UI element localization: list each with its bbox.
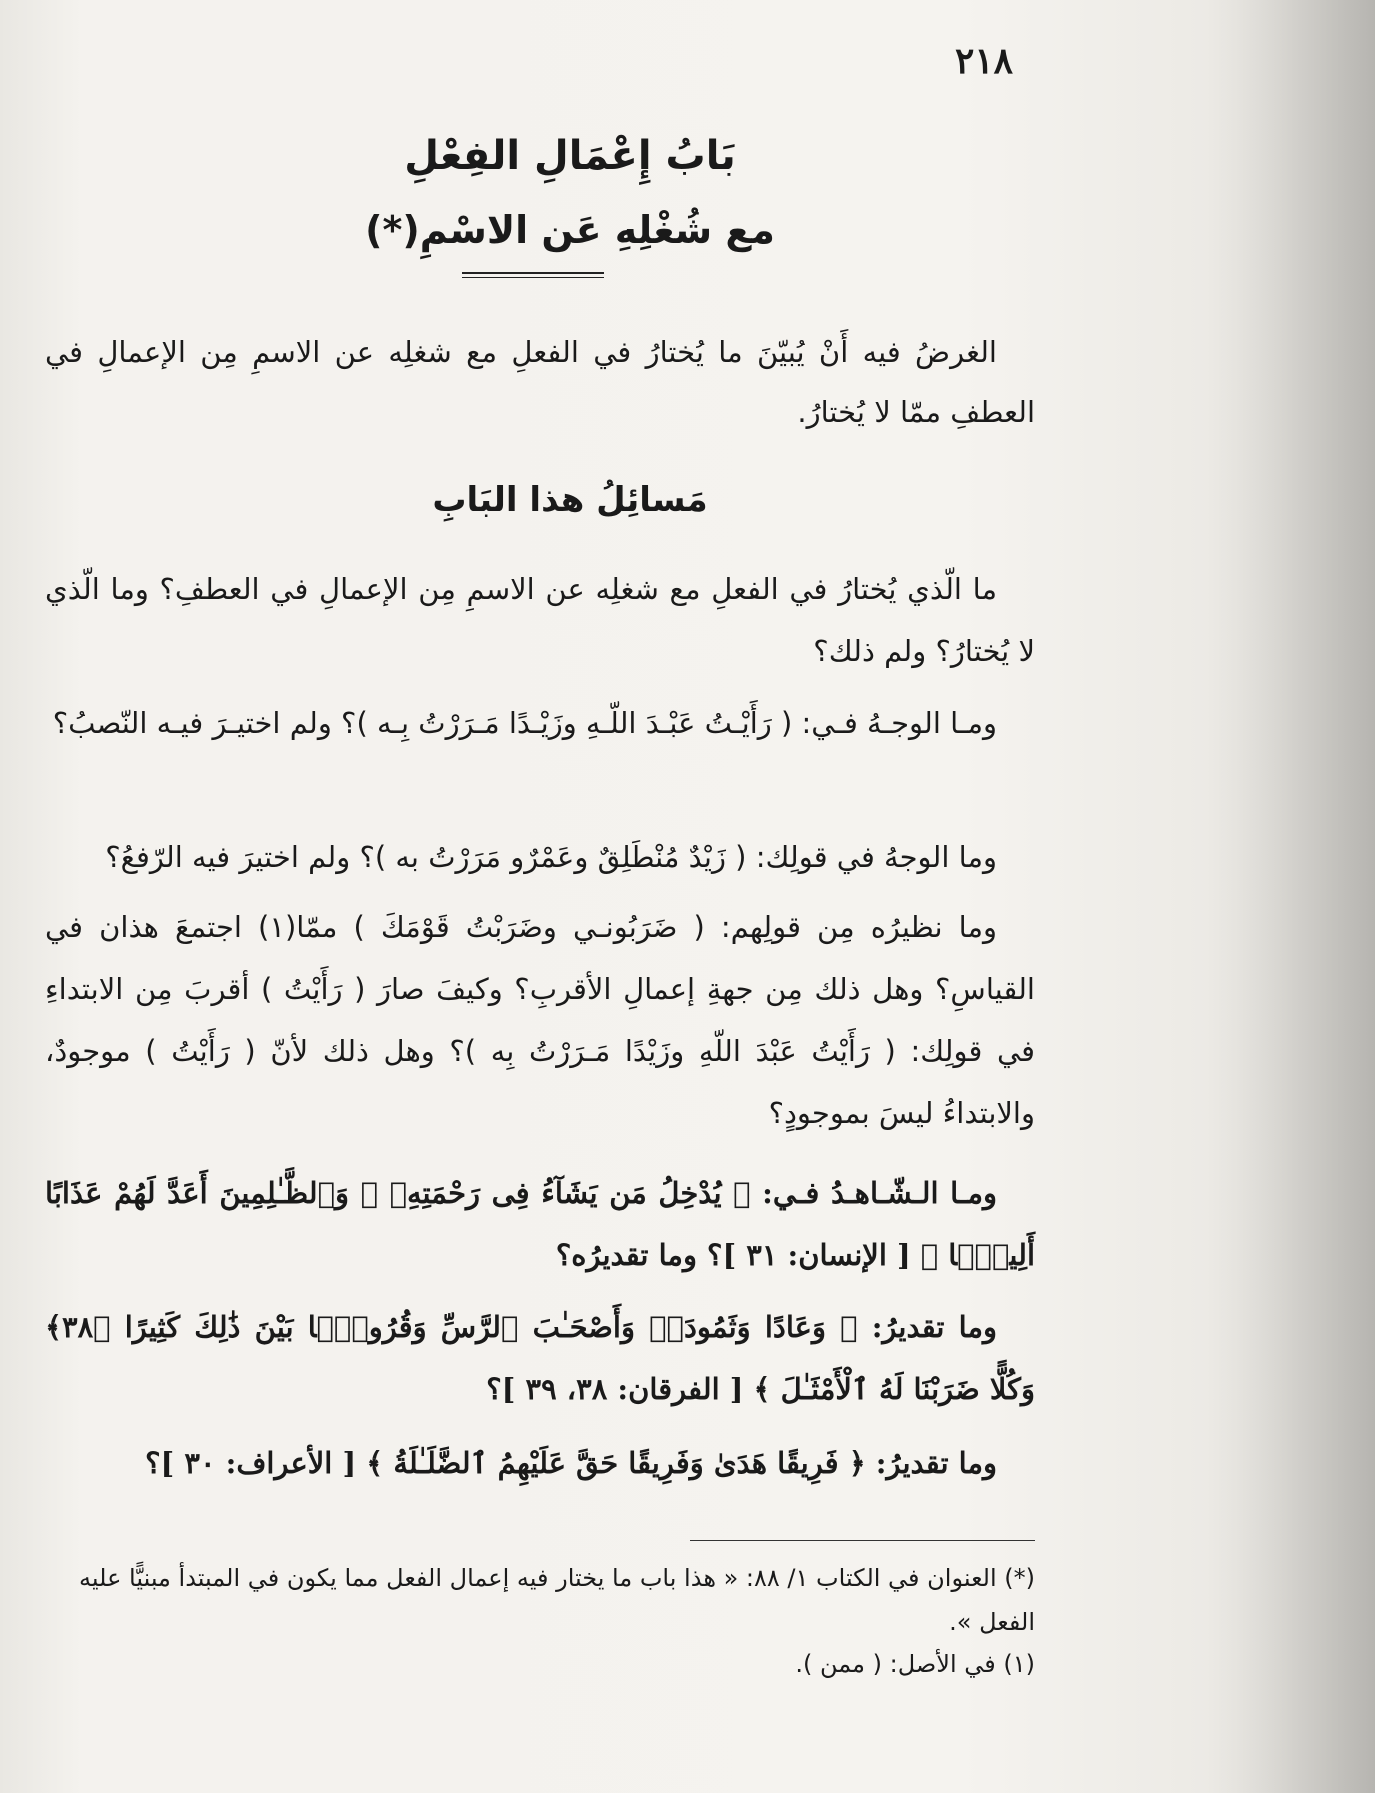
chapter-title-line1: بَابُ إِعْمَالِ الفِعْلِ bbox=[404, 133, 736, 179]
question-paragraph-6: وما تقديرُ: ﴿ وَعَادًا وَثَمُودَا۟ وَأَصْحَـٰبَ ٱلرَّسِّ وَقُرُونًۢا بَيْنَ ذَٰلِكَ كَثِيرًا ﴿٣٨﴾ وَكُلًّا ضَرَبْنَا لَهُ ٱلْأَمْثَـٰلَ ﴾ [ الفرقان: ٣٨، ٣٩ ]؟ bbox=[45, 1310, 1035, 1406]
page-number: ٢١٨ bbox=[955, 40, 1014, 82]
title-underline bbox=[462, 272, 604, 278]
question-paragraph-7: وما تقديرُ: ﴿ فَرِيقًا هَدَىٰ وَفَرِيقًا حَقَّ عَلَيْهِمُ ٱلضَّلَـٰلَةُ ﴾ [ الأعراف: ٣٠ ]؟ bbox=[145, 1446, 997, 1480]
footnote-separator bbox=[690, 1540, 1035, 1541]
intro-paragraph: الغرضُ فيه أَنْ يُبيّنَ ما يُختارُ في الفعلِ مع شغلِه عن الاسمِ مِن الإعمالِ في العطفِ ممّا لا يُختارُ. bbox=[45, 335, 1035, 429]
chapter-title-line2: مع شُغْلِهِ عَن الاسْمِ(*) bbox=[365, 208, 775, 252]
question-paragraph-5: ومـا الـشّـاهـدُ فـي: ﴿ يُدْخِلُ مَن يَشَآءُ فِى رَحْمَتِهِۦ ۚ وَٱلظَّـٰلِمِينَ أَعَدَّ لَهُمْ عَذَابًا أَلِيمًۢا ﴾ [ الإنسان: ٣١ ]؟ وما تقديرُه؟ bbox=[45, 1176, 1035, 1272]
footnote-1: (١) في الأصل: ( ممن ). bbox=[795, 1650, 1035, 1678]
page-gutter-shadow bbox=[1205, 0, 1375, 1793]
question-paragraph-3: وما الوجهُ في قولِك: ( زَيْدٌ مُنْطَلِقٌ وعَمْرٌو مَرَرْتُ به )؟ ولم اختيرَ فيه الرّفعُ؟ bbox=[105, 840, 997, 874]
question-paragraph-4: وما نظيرُه مِن قولِهم: ( ضَرَبُونـي وضَرَبْتُ قَوْمَكَ ) ممّا(١) اجتمعَ هذان في القياسِ؟ وهل ذلك مِن جهةِ إعمالِ الأقربِ؟ وكيفَ صارَ ( رَأَيْتُ ) أقربَ مِن الابتداءِ في قولِك: ( رَأَيْتُ عَبْدَ اللّهِ وزَيْدًا مَـرَرْتُ بِه )؟ وهل ذلك لأنّ ( رَأَيْتُ ) موجودٌ، والابتداءُ ليسَ بموجودٍ؟ bbox=[45, 910, 1035, 1130]
footnote-title: (*) العنوان في الكتاب ١/ ٨٨: « هذا باب ما يختار فيه إعمال الفعل مما يكون في المبتدأ مبنيًّا عليه الفعل ». bbox=[79, 1564, 1035, 1636]
question-paragraph-1: ما الّذي يُختارُ في الفعلِ مع شغلِه عن الاسمِ مِن الإعمالِ في العطفِ؟ وما الّذي لا يُختارُ؟ ولم ذلك؟ bbox=[45, 572, 1035, 668]
question-paragraph-2: ومـا الوجـهُ فـي: ( رَأَيْـتُ عَبْـدَ اللّـهِ وزَيْـدًا مَـرَرْتُ بِـه )؟ ولم اختيـرَ فيـه النّصبُ؟ bbox=[52, 706, 997, 740]
section-subheading: مَسائِلُ هذا البَابِ bbox=[432, 480, 708, 520]
